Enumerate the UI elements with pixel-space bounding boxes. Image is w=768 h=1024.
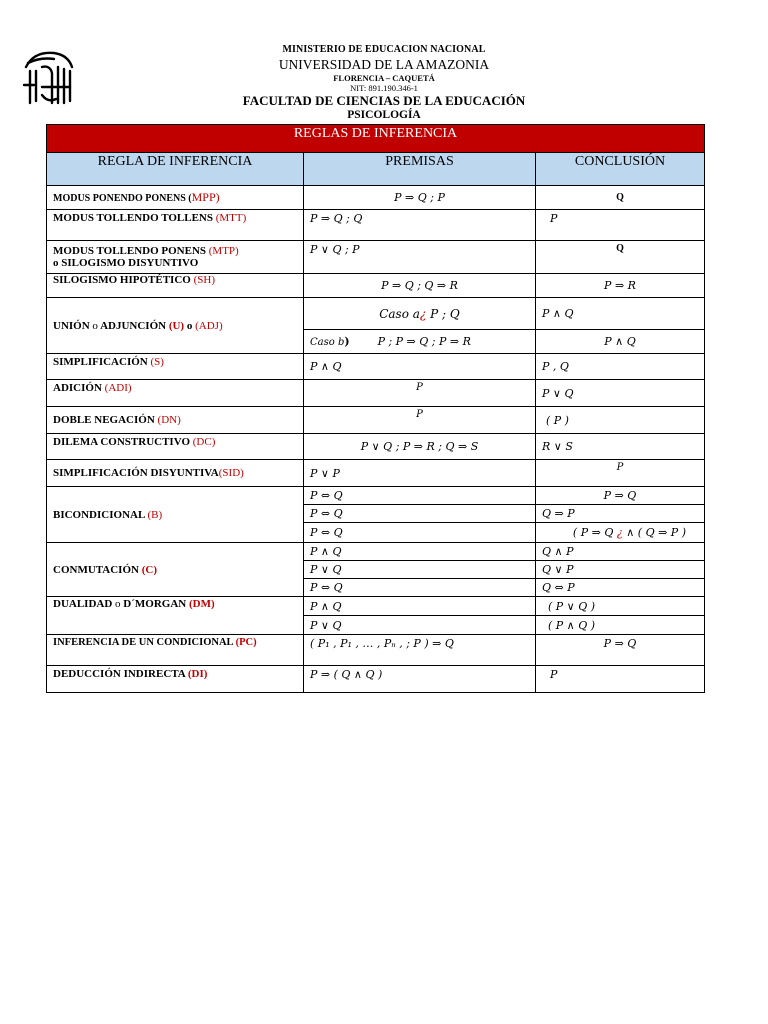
conclusion-cell: P ∧ Q	[536, 298, 705, 330]
premise-cell: P ∨ P	[304, 460, 536, 487]
conclusion-cell: P ⇒ R	[536, 274, 705, 298]
premise-cell: P ∨ Q	[304, 561, 536, 579]
conclusion-cell: P ⇒ Q	[536, 635, 705, 666]
table-row	[47, 186, 705, 210]
faculty-name: FACULTAD DE CIENCIAS DE LA EDUCACIÓN	[242, 93, 526, 108]
table-row	[47, 298, 705, 330]
premise-cell: Caso b) P ; P ⇒ Q ; P ⇒ R	[304, 330, 536, 354]
rule-name: CONMUTACIÓN (C)	[47, 543, 304, 597]
premise-cell: P ∨ Q ; P	[304, 241, 536, 274]
table-title-row	[47, 125, 705, 153]
inference-rules-table	[46, 124, 705, 693]
rule-name: MODUS PONENDO PONENS (MPP)	[47, 186, 304, 210]
premise-cell: P ∨ Q	[304, 616, 536, 635]
rule-name: DEDUCCIÓN INDIRECTA (DI)	[47, 666, 304, 693]
table-row	[47, 597, 705, 616]
table-row	[47, 241, 705, 274]
table-row	[47, 487, 705, 505]
conclusion-cell: Q ∨ P	[536, 561, 705, 579]
premise-cell: P ∧ Q	[304, 543, 536, 561]
conclusion-cell: P	[536, 666, 705, 693]
table-row	[47, 407, 705, 434]
rule-name: DOBLE NEGACIÓN (DN)	[47, 407, 304, 434]
rule-name: DUALIDAD o D´MORGAN (DM)	[47, 597, 304, 635]
column-header-premises: PREMISAS	[304, 153, 536, 186]
table-row	[47, 210, 705, 241]
table-row	[47, 434, 705, 460]
premise-cell: P	[304, 407, 536, 434]
conclusion-cell: P , Q	[536, 354, 705, 380]
premise-cell: P ⇒ Q ; Q ⇒ R	[304, 274, 536, 298]
column-header-rule: REGLA DE INFERENCIA	[47, 153, 304, 186]
conclusion-cell: P	[536, 460, 705, 487]
premise-cell: P ⇒ Q ; P	[304, 186, 536, 210]
conclusion-cell: ( P ⇒ Q ¿ ∧ ( Q ⇒ P )	[536, 523, 705, 543]
rule-name: MODUS TOLLENDO PONENS (MTP) o SILOGISMO DISYUNTIVO	[47, 241, 304, 274]
premise-cell: P ⇒ Q ; Q	[304, 210, 536, 241]
conclusion-cell: ( P )	[536, 407, 705, 434]
premise-cell: P ⇔ Q	[304, 579, 536, 597]
rule-name: SIMPLIFICACIÓN (S)	[47, 354, 304, 380]
rule-name: DILEMA CONSTRUCTIVO (DC)	[47, 434, 304, 460]
conclusion-cell: Q ⇔ P	[536, 579, 705, 597]
rule-name: BICONDICIONAL (B)	[47, 487, 304, 543]
rule-name: SIMPLIFICACIÓN DISYUNTIVA(SID)	[47, 460, 304, 487]
conclusion-cell: P ⇒ Q	[536, 487, 705, 505]
premise-cell: Caso a¿ P ; Q	[304, 298, 536, 330]
conclusion-cell: Q	[536, 241, 705, 274]
premise-cell: P ∧ Q	[304, 597, 536, 616]
nit-number: NIT: 891.190.346-1	[350, 83, 418, 93]
column-header-conclusion: CONCLUSIÓN	[536, 153, 705, 186]
rule-name: SILOGISMO HIPOTÉTICO (SH)	[47, 274, 304, 298]
conclusion-cell: P	[536, 210, 705, 241]
premise-cell: P ∨ Q ; P ⇒ R ; Q ⇒ S	[304, 434, 536, 460]
table-row	[47, 460, 705, 487]
rule-name: INFERENCIA DE UN CONDICIONAL (PC)	[47, 635, 304, 666]
table-row	[47, 666, 705, 693]
conclusion-cell: Q ∧ P	[536, 543, 705, 561]
ministry-name: MINISTERIO DE EDUCACION NACIONAL	[282, 44, 486, 55]
table-header-row	[47, 153, 705, 186]
city-name: FLORENCIA – CAQUETÁ	[333, 73, 435, 83]
conclusion-cell: Q	[536, 186, 705, 210]
table-row	[47, 635, 705, 666]
premise-cell: P ⇔ Q	[304, 523, 536, 543]
rule-name: MODUS TOLLENDO TOLLENS (MTT)	[47, 210, 304, 241]
conclusion-cell: P ∨ Q	[536, 380, 705, 407]
conclusion-cell: ( P ∨ Q )	[536, 597, 705, 616]
rule-name: UNIÓN o ADJUNCIÓN (U) o (ADJ)	[47, 298, 304, 354]
table-row	[47, 274, 705, 298]
premise-cell: P	[304, 380, 536, 407]
university-name: UNIVERSIDAD DE LA AMAZONIA	[278, 57, 490, 72]
conclusion-cell: Q ⇒ P	[536, 505, 705, 523]
conclusion-cell: P ∧ Q	[536, 330, 705, 354]
table-row	[47, 543, 705, 561]
program-name: PSICOLOGÍA	[347, 109, 421, 121]
premise-cell: P ∧ Q	[304, 354, 536, 380]
conclusion-cell: R ∨ S	[536, 434, 705, 460]
premise-cell: P ⇔ Q	[304, 505, 536, 523]
premise-cell: P ⇒ ( Q ∧ Q )	[304, 666, 536, 693]
table-row	[47, 380, 705, 407]
table-title: REGLAS DE INFERENCIA	[47, 125, 705, 153]
premise-cell: ( P₁ , P₁ , … , Pₙ , ; P ) ⇒ Q	[304, 635, 536, 666]
premise-cell: P ⇔ Q	[304, 487, 536, 505]
table-row	[47, 354, 705, 380]
rule-name: ADICIÓN (ADI)	[47, 380, 304, 407]
conclusion-cell: ( P ∧ Q )	[536, 616, 705, 635]
